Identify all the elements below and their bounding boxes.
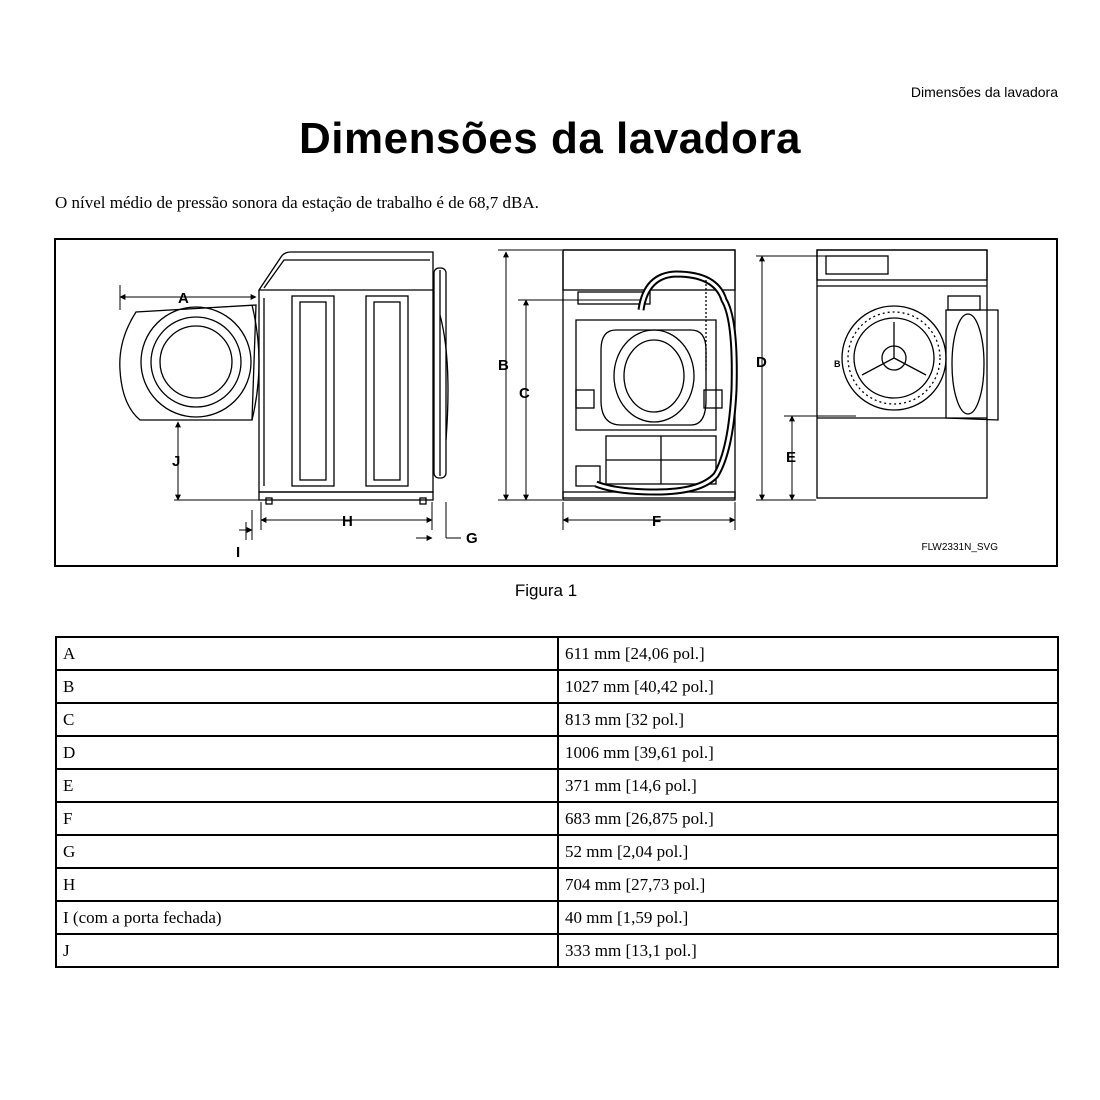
table-row xyxy=(56,736,1058,769)
dim-label-b: B xyxy=(498,357,509,374)
washer-diagram xyxy=(56,240,1060,569)
dim-label-e: E xyxy=(786,449,797,466)
dimension-value: 813 mm [32 pol.] xyxy=(558,703,1058,736)
dim-label-a: A xyxy=(178,290,189,307)
dimension-value: 704 mm [27,73 pol.] xyxy=(558,868,1058,901)
dimension-label: G xyxy=(56,835,558,868)
table-row xyxy=(56,901,1058,934)
table-row xyxy=(56,637,1058,670)
running-header: Dimensões da lavadora xyxy=(910,84,1058,100)
dimension-value: 371 mm [14,6 pol.] xyxy=(558,769,1058,802)
dimension-value: 683 mm [26,875 pol.] xyxy=(558,802,1058,835)
washer-dimensions-figure xyxy=(54,238,1058,567)
table-row xyxy=(56,835,1058,868)
dim-label-c: C xyxy=(519,385,530,402)
dim-label-d: D xyxy=(756,354,767,371)
washer-side-view xyxy=(259,252,448,504)
figure-caption: Figura 1 xyxy=(514,581,578,600)
dimension-label: F xyxy=(56,802,558,835)
table-row xyxy=(56,703,1058,736)
dim-label-g: G xyxy=(466,530,478,547)
table-row xyxy=(56,670,1058,703)
washer-rear-view xyxy=(563,250,735,500)
table-row xyxy=(56,934,1058,967)
dim-label-f: F xyxy=(652,513,662,530)
dimension-label: B xyxy=(56,670,558,703)
dimension-value: 611 mm [24,06 pol.] xyxy=(558,637,1058,670)
dimension-label: C xyxy=(56,703,558,736)
table-row xyxy=(56,868,1058,901)
dimension-value: 1027 mm [40,42 pol.] xyxy=(558,670,1058,703)
door-label-b: B xyxy=(834,359,841,369)
dimension-value: 1006 mm [39,61 pol.] xyxy=(558,736,1058,769)
dim-label-j: J xyxy=(172,453,181,470)
dim-label-h: H xyxy=(342,513,353,530)
page-title: Dimensões da lavadora xyxy=(298,114,802,163)
dimensions-table xyxy=(55,636,1059,968)
dim-label-i: I xyxy=(236,544,241,561)
dimension-label: A xyxy=(56,637,558,670)
table-row xyxy=(56,769,1058,802)
dimension-value: 40 mm [1,59 pol.] xyxy=(558,901,1058,934)
dimension-label: I (com a porta fechada) xyxy=(56,901,558,934)
dimension-label: H xyxy=(56,868,558,901)
dimension-label: E xyxy=(56,769,558,802)
figure-code: FLW2331N_SVG xyxy=(921,542,998,553)
dimension-value: 52 mm [2,04 pol.] xyxy=(558,835,1058,868)
door-swing-view xyxy=(120,305,259,420)
dimension-label: D xyxy=(56,736,558,769)
dimension-label: J xyxy=(56,934,558,967)
dimension-value: 333 mm [13,1 pol.] xyxy=(558,934,1058,967)
intro-paragraph: O nível médio de pressão sonora da estação de trabalho é de 68,7 dBA. xyxy=(55,193,539,212)
table-row xyxy=(56,802,1058,835)
washer-front-view xyxy=(817,250,998,498)
